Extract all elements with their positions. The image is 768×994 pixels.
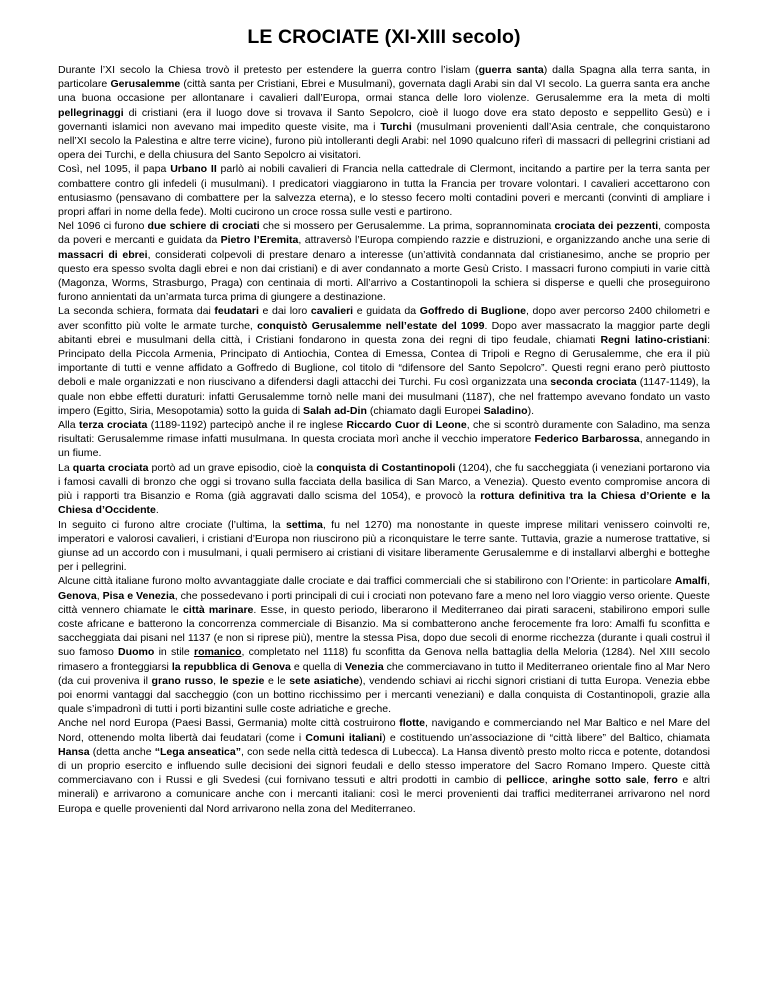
text-run: e altri minerali) e arrivarono a comunicare anche con i mercanti italiani: così le merci provenienti dai traffici mediterranei arrivarono nel nord Europa e quelle provenienti dal Nord arrivarono nella zona del Mediterraneo. <box>58 774 710 815</box>
bold-term: Goffredo di Buglione <box>419 305 526 318</box>
paragraph <box>58 63 710 162</box>
bold-term: Gerusalemme <box>110 78 181 91</box>
text-run: (musulmani provenienti dall’Asia centrale, che conquistarono nell’XI secolo la Palestina e altre terre vicine), furono più intolleranti degli Arabi: nel 1090 qualcuno riferì di massacri di pellegrini cristiani ad opera dei Turchi, e della chiusura del Santo Sepolcro ai visitatori. <box>58 120 710 162</box>
text-run: in stile <box>154 646 194 659</box>
text-run: , completato nel 1118) fu sconfitta da Genova nella battaglia della Meloria (1284). Nel XIII secolo rimasero a fronteggiarsi <box>58 646 710 673</box>
bold-term: pellegrinaggi <box>58 106 124 119</box>
bold-term: seconda crociata <box>550 376 637 389</box>
text-run: che commerciavano in tutto il Mediterraneo orientale fino al Mar Nero (da cui proveniva il <box>58 660 710 687</box>
paragraph <box>58 304 710 418</box>
bold-term: Salah ad-Din <box>303 404 367 417</box>
bold-term: feudatari <box>214 305 259 318</box>
text-run: , navigando e commerciando nel Mar Baltico e nel Mare del Nord, ottenendo molta libertà dai feudatari (come i <box>58 717 710 744</box>
bold-term: Pisa e Venezia <box>102 589 175 602</box>
bold-term: sete asiatiche <box>289 674 360 687</box>
text-run: La seconda schiera, formata dai <box>58 305 215 318</box>
text-run: Alla <box>58 419 79 432</box>
text-run: parlò ai nobili cavalieri di Francia nella cattedrale di Clermont, incitando a partire per la terra santa per combattere contro gli infedeli (i musulmani). I predicatori viaggiarono in tutta la Francia per trovare volontari. I cavalieri accettarono con entusiasmo (pensavano di combattere per la salvezza eterna), e lo stesso fecero molti contadini poveri e mercanti (convinti di ampliare i propri affari in nome della fede). Molti cucirono un croce rossa sulle vesti e partirono. <box>58 163 710 219</box>
text-run: portò ad un grave episodio, cioè la <box>148 461 317 474</box>
text-run: e dai loro <box>258 305 311 318</box>
bold-term: la repubblica di Genova <box>171 660 291 673</box>
bold-term: quarta crociata <box>72 461 149 474</box>
bold-term: Federico Barbarossa <box>534 433 640 446</box>
text-run: (1189-1192) partecipò anche il re inglese <box>147 419 347 432</box>
bold-term: Venezia <box>344 660 384 673</box>
text-run: Durante l’XI secolo la Chiesa trovò il pretesto per estendere la guerra contro l’islam ( <box>58 64 479 76</box>
bold-term: cavalieri <box>310 305 354 318</box>
text-run: : Principato della Piccola Armenia, Principato di Antiochia, Contea di Emessa, Contea di Tripoli e Regno di Gerusalemme, che era il più importante di tutti e venne affidato a Goffredo di Buglione, col titolo di “difensore del Santo Sepolcro”. Questi regni erano però piuttosto deboli e male organizzati e non riuscivano a difendersi dagli attacchi dei Turchi. Fu così organizzata una <box>58 333 711 389</box>
bold-term: Amalfi <box>674 575 708 588</box>
text-run: (1204), che fu saccheggiata (i veneziani portarono via i famosi cavalli di bronzo che oggi si trovano sulla facciata della basilica di San Marco, a Venezia). Questo evento compromise ancora di più i rapporti tra Bisanzio e Roma (già aggravati dallo scisma del 1054), e provocò la <box>58 461 710 503</box>
bold-term: Riccardo Cuor di Leone <box>346 419 467 432</box>
text-run: , <box>96 589 103 602</box>
bold-term: Genova <box>58 589 97 602</box>
text-run: di cristiani (era il luogo dove si trovava il Santo Sepolcro, cioè il luogo dove era stato deposto e seppellito Gesù) e i governanti islamici non avevano mai impedito queste visite, ma i <box>58 106 710 133</box>
text-run: , <box>213 674 220 687</box>
bold-term: Urbano II <box>170 163 217 176</box>
bold-term: conquistò Gerusalemme nell’estate del 1099 <box>257 319 485 332</box>
bold-term: terza crociata <box>78 419 148 432</box>
document-title: LE CROCIATE (XI-XIII secolo) <box>247 26 521 48</box>
text-run: , considerati colpevoli di prestare denaro a interesse (un’attività condannata dal cristianesimo, anche se proprio per questo era spesso svolta dagli ebrei e non dai cristiani) e di aver condannato a morte Gesù Cristo. I massacri furono compiuti in varie città (Magonza, Worms, Strasburgo, Praga) con centinaia di morti. All’arrivo a Costantinopoli la schiera si disperse e quelli che proseguirono furono annientati da un’armata turca prima di giungere a destinazione. <box>58 248 710 304</box>
text-run: e guidata da <box>353 305 420 318</box>
text-run: ), vendendo schiavi ai ricchi signori cristiani di tutta Europa. Venezia ebbe poi enormi vantaggi dal saccheggio (con un bottino ricchissimo per i mercanti veneziani) e dalla conquista di Costantinopoli, grazie alla quale s’impadronì di tutti i porti bizantini sulle coste adriatiche e greche. <box>58 674 710 716</box>
text-run: che si mossero per Gerusalemme. La prima, soprannominata <box>259 220 555 233</box>
text-run: , che possedevano i porti principali di cui i crociati non potevano fare a meno nel loro viaggio verso oriente. Queste città vennero chiamate le <box>58 589 710 616</box>
document-body <box>58 63 710 816</box>
paragraph <box>58 219 710 304</box>
text-run: , attraversò l’Europa compiendo razzie e distruzioni, e organizzando anche una serie di <box>298 234 710 247</box>
text-run: Così, nel 1095, il papa <box>58 163 171 176</box>
bold-term: Pietro l’Eremita <box>220 234 299 247</box>
paragraph <box>58 418 710 461</box>
text-run: Anche nel nord Europa (Paesi Bassi, Germania) molte città costruirono <box>58 717 400 730</box>
paragraph <box>58 461 710 518</box>
bold-term: Comuni italiani <box>305 731 383 744</box>
bold-term: “Lega anseatica” <box>154 745 242 758</box>
text-run: , composta da poveri e mercanti e guidata da <box>58 220 710 247</box>
bold-term: massacri di ebrei <box>58 248 148 261</box>
text-run: . Esse, in questo periodo, liberarono il Mediterraneo dai pirati saraceni, stabilirono empori sulle coste africane e batterono la concorrenza commerciale di Bisanzio. Ma si combatterono anche ferocemente fra loro: Amalfi fu sconfitta e saccheggiata dai pisani nel 1137 (e non si riprese più), mentre la stessa Pisa, dopo due secoli di enorme ricchezza (durante i quali costruì il suo famoso <box>58 603 710 659</box>
bold-term: flotte <box>399 717 426 730</box>
bold-term: le spezie <box>219 674 265 687</box>
paragraph <box>58 518 710 575</box>
text-run: , <box>707 575 710 588</box>
bold-term: conquista di Costantinopoli <box>316 461 456 474</box>
text-run: (chiamato dagli Europei <box>366 404 484 417</box>
bold-term: settima <box>285 518 323 531</box>
bold-term: grano russo <box>151 674 214 687</box>
text-run: , annegando in un fiume. <box>58 433 711 460</box>
text-run: e le <box>264 674 290 687</box>
text-run: Alcune città italiane furono molto avvantaggiate dalle crociate e dai traffici commerciali che si stabilirono con l’Oriente: in particolare <box>58 575 675 588</box>
bold-term: Turchi <box>380 120 412 133</box>
bold-term: Hansa <box>58 745 90 758</box>
text-run: , che si scontrò duramente con Saladino, ma senza risultati: Gerusalemme rimase infatti musulmana. In questa crociata morì anche il vecchio imperatore <box>58 419 710 446</box>
bold-term <box>194 646 241 658</box>
text-run: , <box>646 774 654 787</box>
text-run: (1147-1149), la quale non ebbe effetti duraturi: infatti Gerusalemme tornò nelle mani dei musulmani (1187), che nel frattempo avevano fondato un vasto impero (Egitto, Siria, Mesopotamia) sotto la guida di <box>58 376 710 417</box>
text-run: ). <box>527 404 535 417</box>
bold-term: città marinare <box>183 603 254 616</box>
underlined-term: romanico <box>193 646 242 659</box>
bold-term: Regni latino-cristiani <box>600 333 708 346</box>
text-run: , con sede nella città tedesca di Lubecca). La Hansa diventò presto molto ricca e potente, dotandosi di un proprio esercito e influendo sulle decisioni dei signori feudali e dello stesso imperatore del Sacro Romano Impero. Queste città commerciavano con i Russi e gli Svedesi (cui fornivano tessuti e altri prodotti in cambio di <box>58 745 710 787</box>
text-run: , dopo aver percorso 2400 chilometri e aver sconfitto più volte le armate turche, <box>58 305 711 332</box>
bold-term: ferro <box>653 774 678 787</box>
text-run: ) e costituendo un’associazione di “città libere” del Baltico, chiamata <box>382 731 711 744</box>
text-run: . Dopo aver massacrato la maggior parte degli abitanti ebrei e musulmani della città, i Cristiani fondarono in questa zona dei regni di tipo feudale, chiamati <box>58 319 710 346</box>
text-run: , fu nel 1270) ma nonostante in queste imprese militari venissero coinvolti re, imperatori e valorosi cavalieri, i cristiani d’Europa non riuscirono più a riconquistare le terre sante. Tuttavia, grazie a numerose trattative, si giunse ad un accordo con i musulmani, i quali permisero ai cristiani di visitare liberamente Gerusalemme e di installarvi alberghi e botteghe per i pellegrini. <box>58 518 711 574</box>
text-run: , <box>544 774 553 787</box>
text-run: Nel 1096 ci furono <box>58 220 148 233</box>
text-run: . <box>155 504 159 517</box>
text-run: (detta anche <box>89 745 155 758</box>
text-run: In seguito ci furono altre crociate (l’ultima, la <box>58 518 286 531</box>
bold-term: Saladino <box>483 404 528 417</box>
bold-term: pellicce <box>506 774 545 787</box>
text-run: La <box>58 461 73 474</box>
text-run: ) dalla Spagna alla terra santa, in particolare <box>58 64 710 91</box>
paragraph <box>58 716 710 815</box>
text-run: (città santa per Cristiani, Ebrei e Musulmani), governata dagli Arabi sin dal VI secolo. La guerra santa era anche una buona occasione per allontanare i cavalieri dall’Europa, ormai stanca delle loro violenze. Gerusalemme era la meta di molti <box>58 78 710 105</box>
paragraph <box>58 162 710 219</box>
text-run: e quella di <box>290 660 345 673</box>
bold-term: guerra santa <box>478 64 544 76</box>
bold-term: aringhe sotto sale <box>552 774 647 787</box>
bold-term: rottura definitiva tra la Chiesa d’Oriente e la Chiesa d’Occidente <box>58 490 710 517</box>
bold-term: Duomo <box>118 646 155 659</box>
paragraph <box>58 574 710 716</box>
bold-term: crociata dei pezzenti <box>554 220 659 233</box>
bold-term: due schiere di crociati <box>147 220 260 233</box>
